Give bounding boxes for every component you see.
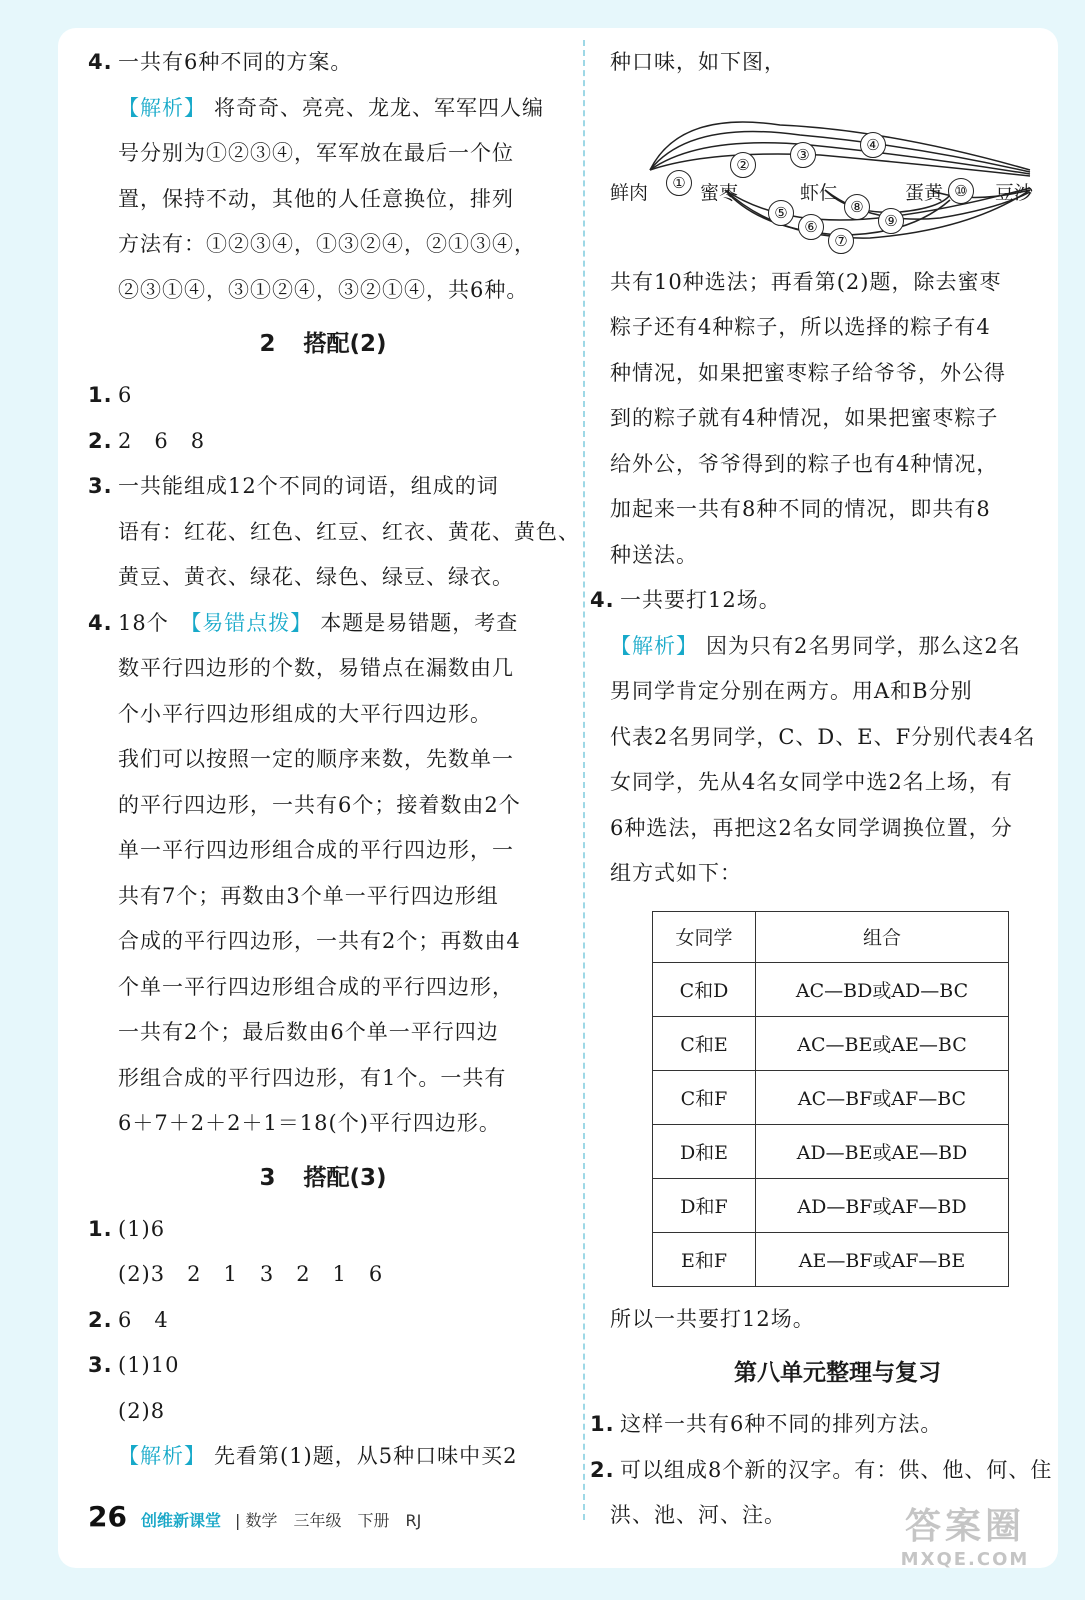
analysis-line: 的平行四边形，一共有6个；接着数由2个 bbox=[118, 792, 521, 817]
analysis-line: 到的粽子就有4种情况，如果把蜜枣粽子 bbox=[610, 406, 999, 430]
answer-line: (2)3 2 1 3 2 1 6 bbox=[118, 1262, 384, 1286]
pairing-table bbox=[652, 911, 1009, 1287]
table-cell: AC—BD或AD—BC bbox=[756, 962, 1009, 1016]
answer-line: 4. 一共有6种不同的方案。 bbox=[88, 50, 353, 74]
watermark: 答案圈 MXQE.COM bbox=[900, 1506, 1030, 1570]
table-cell: C和F bbox=[653, 1070, 756, 1124]
analysis-line: 【解析】 先看第(1)题，从5种口味中买2 bbox=[118, 1444, 518, 1468]
answer-line: 1. 6 bbox=[88, 383, 133, 407]
analysis-line: 一共有2个；最后数由6个单一平行四边 bbox=[118, 1020, 499, 1044]
analysis-line: 女同学，先从4名女同学中选2名上场，有 bbox=[610, 770, 1013, 794]
table-cell: D和F bbox=[653, 1178, 756, 1232]
answer-line: 2. 2 6 8 bbox=[88, 428, 206, 453]
right-column bbox=[590, 40, 1065, 1539]
food-label: 鲜肉 bbox=[610, 181, 649, 204]
analysis-line: ②③①④，③①②④，③②①④，共6种。 bbox=[118, 277, 529, 302]
section-heading: 3 搭配(3) bbox=[259, 1164, 387, 1191]
answer-line: 黄豆、黄衣、绿花、绿色、绿豆、绿衣。 bbox=[118, 565, 514, 589]
answer-line: 1. 这样一共有6种不同的排列方法。 bbox=[590, 1412, 943, 1436]
table-row bbox=[653, 962, 1009, 1016]
page-number: 26 bbox=[88, 1500, 127, 1533]
table-row bbox=[653, 1124, 1009, 1178]
table-cell: AC—BF或AF—BC bbox=[756, 1070, 1009, 1124]
answer-line: 4. 一共要打12场。 bbox=[590, 588, 781, 612]
error-tip-tag: 【易错点拨】 bbox=[190, 610, 313, 635]
section-heading: 2 搭配(2) bbox=[259, 331, 387, 357]
analysis-line: 号分别为①②③④，军军放在最后一个位 bbox=[118, 141, 514, 165]
table-cell: C和D bbox=[653, 962, 756, 1016]
table-cell: AD—BE或AE—BD bbox=[756, 1124, 1009, 1178]
analysis-line: 单一平行四边形组合成的平行四边形，一 bbox=[118, 838, 514, 862]
option-circle: ⑦ bbox=[828, 228, 854, 254]
analysis-line: 组方式如下： bbox=[610, 861, 742, 885]
arc bbox=[650, 122, 1030, 170]
analysis-tag: 【解析】 bbox=[118, 1444, 206, 1468]
brand-name: 创维新课堂 bbox=[140, 1511, 221, 1530]
section-heading: 第八单元整理与复习 bbox=[734, 1360, 941, 1386]
option-circle: ⑧ bbox=[844, 194, 870, 220]
table-cell: AE—BF或AF—BE bbox=[756, 1232, 1009, 1286]
analysis-line: 代表2名男同学，C、D、E、F分别代表4名 bbox=[610, 724, 1036, 749]
table-header-row bbox=[653, 911, 1009, 962]
table-row bbox=[653, 1178, 1009, 1232]
analysis-line: 我们可以按照一定的顺序来数，先数单一 bbox=[118, 747, 514, 771]
answer-line: 洪、池、河、注。 bbox=[610, 1503, 786, 1527]
analysis-line: 数平行四边形的个数，易错点在漏数由几 bbox=[118, 656, 514, 680]
option-circle: ③ bbox=[790, 142, 816, 168]
answer-line: 3. (1)10 bbox=[88, 1353, 180, 1377]
analysis-line: 种情况，如果把蜜枣粽子给爷爷，外公得 bbox=[610, 360, 1006, 385]
analysis-line: 个小平行四边形组成的大平行四边形。 bbox=[118, 701, 492, 726]
analysis-line: 方法有：①②③④，①③②④，②①③④， bbox=[118, 232, 536, 256]
analysis-line: 形组合成的平行四边形，有1个。一共有 bbox=[118, 1065, 507, 1090]
column-divider bbox=[583, 40, 585, 1520]
table-row bbox=[653, 1070, 1009, 1124]
table-cell: AD—BF或AF—BD bbox=[756, 1178, 1009, 1232]
answer-line: 2. 6 4 bbox=[88, 1307, 169, 1332]
option-circle: ⑩ bbox=[948, 178, 974, 204]
analysis-line: 共有7个；再数由3个单一平行四边形组 bbox=[118, 883, 499, 908]
answer-line: 4. 18个 【易错点拨】 本题是易错题，考查 bbox=[88, 610, 519, 635]
table-cell: E和F bbox=[653, 1232, 756, 1286]
option-circle: ⑥ bbox=[798, 214, 824, 240]
option-circle: ⑨ bbox=[878, 208, 904, 234]
left-column bbox=[88, 40, 580, 1480]
option-circle: ① bbox=[666, 170, 692, 196]
answer-line: 2. 可以组成8个新的汉字。有：供、他、何、住 bbox=[590, 1457, 1053, 1482]
analysis-line: 粽子还有4种粽子，所以选择的粽子有4 bbox=[610, 315, 991, 339]
food-label: 蛋黄 bbox=[905, 181, 944, 204]
answer-line: 3. 一共能组成12个不同的词语，组成的词 bbox=[88, 474, 499, 498]
answer-line: 1. (1)6 bbox=[88, 1216, 166, 1241]
analysis-line: 男同学肯定分别在两方。用A和B分别 bbox=[610, 679, 973, 703]
answer-line: 语有：红花、红色、红豆、红衣、黄花、黄色、 bbox=[118, 519, 580, 544]
analysis-line: 合成的平行四边形，一共有2个；再数由4 bbox=[118, 929, 521, 953]
food-label: 虾仁 bbox=[800, 181, 839, 204]
flavor-diagram bbox=[610, 90, 1050, 250]
food-label: 豆沙 bbox=[995, 181, 1034, 204]
analysis-line: 给外公，爷爷得到的粽子也有4种情况， bbox=[610, 451, 999, 476]
analysis-line: 种口味，如下图， bbox=[610, 50, 786, 74]
analysis-line: 加起来一共有8种不同的情况，即共有8 bbox=[610, 497, 991, 521]
table-row bbox=[653, 1232, 1009, 1286]
table-cell: AC—BE或AE—BC bbox=[756, 1016, 1009, 1070]
table-header: 组合 bbox=[756, 911, 1009, 962]
page-footer bbox=[88, 1500, 421, 1533]
analysis-line: 共有10种选法；再看第(2)题，除去蜜枣 bbox=[610, 269, 1002, 294]
analysis-line: 6种选法，再把这2名女同学调换位置，分 bbox=[610, 815, 1013, 840]
analysis-line: 所以一共要打12场。 bbox=[610, 1306, 815, 1331]
analysis-line: 【解析】 因为只有2名男同学，那么这2名 bbox=[610, 633, 1021, 658]
table-cell: C和E bbox=[653, 1016, 756, 1070]
analysis-line: 置，保持不动，其他的人任意换位，排列 bbox=[118, 186, 514, 211]
analysis-tag: 【解析】 bbox=[118, 95, 206, 120]
option-circle: ⑤ bbox=[768, 200, 794, 226]
book-series: | 数学 三年级 下册 RJ bbox=[234, 1511, 422, 1530]
table-header: 女同学 bbox=[653, 911, 756, 962]
food-label: 蜜枣 bbox=[700, 181, 739, 204]
option-circle: ② bbox=[730, 152, 756, 178]
analysis-line: 6＋7＋2＋2＋1＝18(个)平行四边形。 bbox=[118, 1111, 501, 1135]
table-row bbox=[653, 1016, 1009, 1070]
analysis-line: 个单一平行四边形组合成的平行四边形， bbox=[118, 974, 514, 999]
analysis-tag: 【解析】 bbox=[610, 633, 698, 658]
table-cell: D和E bbox=[653, 1124, 756, 1178]
analysis-line: 种送法。 bbox=[610, 542, 698, 567]
option-circle: ④ bbox=[860, 132, 886, 158]
answer-line: (2)8 bbox=[118, 1398, 166, 1423]
analysis-line: 【解析】 将奇奇、亮亮、龙龙、军军四人编 bbox=[118, 95, 544, 120]
